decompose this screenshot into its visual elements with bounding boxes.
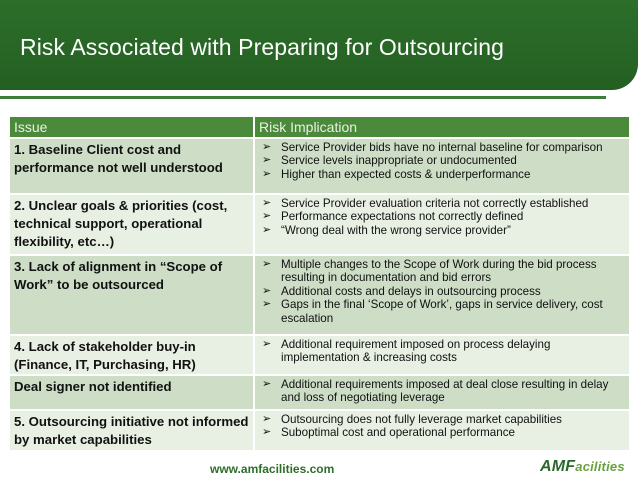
issue-cell: 2. Unclear goals & priorities (cost, technical support, operational flexibility, etc…) <box>10 194 254 255</box>
arrow-bullet-icon: ➢ <box>262 154 272 167</box>
risk-text: “Wrong deal with the wrong service provider” <box>281 223 511 237</box>
arrow-bullet-icon: ➢ <box>262 284 272 297</box>
risk-list <box>259 413 625 440</box>
arrow-bullet-icon: ➢ <box>262 141 272 153</box>
issue-cell: 3. Lack of alignment in “Scope of Work” to be outsourced <box>10 255 254 335</box>
risk-cell <box>254 138 630 194</box>
arrow-bullet-icon: ➢ <box>262 378 272 390</box>
table-row <box>10 138 630 194</box>
arrow-bullet-icon: ➢ <box>262 167 272 180</box>
arrow-bullet-icon: ➢ <box>262 413 272 425</box>
risk-text: Service levels inappropriate or undocumented <box>281 154 517 168</box>
risk-list <box>259 197 625 237</box>
risk-item <box>259 224 625 237</box>
arrow-bullet-icon: ➢ <box>262 223 272 236</box>
risk-text: Additional costs and delays in outsourcing process <box>281 284 541 298</box>
table-header-row <box>10 117 630 138</box>
risk-item <box>259 426 625 439</box>
arrow-bullet-icon: ➢ <box>262 426 272 439</box>
risk-item <box>259 378 625 405</box>
risk-cell <box>254 255 630 335</box>
logo-suffix-text: acilities <box>575 459 625 474</box>
risk-list <box>259 258 625 325</box>
risk-item <box>259 197 625 210</box>
risk-text: Suboptimal cost and operational performance <box>281 426 515 440</box>
footer-website-link[interactable]: www.amfacilities.com <box>210 462 335 476</box>
issue-cell: 5. Outsourcing initiative not informed by market capabilities <box>10 410 254 451</box>
risk-cell <box>254 194 630 255</box>
risk-item <box>259 298 625 325</box>
arrow-bullet-icon: ➢ <box>262 210 272 223</box>
risk-text: Outsourcing does not fully leverage market capabilities <box>281 413 562 426</box>
risk-text: Service Provider evaluation criteria not correctly established <box>281 197 589 210</box>
issue-cell: 4. Lack of stakeholder buy-in (Finance, IT, Purchasing, HR) <box>10 335 254 375</box>
table-row <box>10 335 630 375</box>
arrow-bullet-icon: ➢ <box>262 338 272 350</box>
arrow-bullet-icon: ➢ <box>262 298 272 311</box>
header-risk-implication: Risk Implication <box>254 117 630 138</box>
risk-list <box>259 141 625 181</box>
table-row <box>10 410 630 451</box>
risk-text: Performance expectations not correctly defined <box>281 210 524 224</box>
risk-item <box>259 338 625 365</box>
table-row <box>10 375 630 410</box>
risk-item <box>259 210 625 223</box>
risk-item <box>259 141 625 154</box>
title-divider <box>0 96 606 99</box>
title-bar <box>0 0 638 90</box>
table-row <box>10 194 630 255</box>
risk-text: Gaps in the final ‘Scope of Work’, gaps in service delivery, cost escalation <box>281 298 603 325</box>
header-issue: Issue <box>10 117 254 138</box>
risk-list <box>259 378 625 405</box>
risk-item <box>259 258 625 285</box>
risk-item <box>259 168 625 181</box>
issue-cell: 1. Baseline Client cost and performance not well understood <box>10 138 254 194</box>
risk-text: Multiple changes to the Scope of Work during the bid process resulting in documentation and bid errors <box>281 258 597 285</box>
risk-text: Additional requirements imposed at deal close resulting in delay and loss of negotiating leverage <box>281 378 609 405</box>
risk-text: Service Provider bids have no internal baseline for comparison <box>281 141 603 154</box>
risk-list <box>259 338 625 365</box>
table-row <box>10 255 630 335</box>
risk-text: Additional requirement imposed on process delaying implementation & increasing costs <box>281 338 551 365</box>
risk-cell <box>254 335 630 375</box>
risk-cell <box>254 410 630 451</box>
risk-table <box>10 117 631 452</box>
risk-text: Higher than expected costs & underperformance <box>281 167 531 181</box>
arrow-bullet-icon: ➢ <box>262 258 272 270</box>
arrow-bullet-icon: ➢ <box>262 197 272 209</box>
company-logo <box>540 458 625 476</box>
risk-cell <box>254 375 630 410</box>
risk-item <box>259 413 625 426</box>
slide-title: Risk Associated with Preparing for Outsourcing <box>20 34 504 60</box>
logo-main-text: AMF <box>540 458 576 475</box>
risk-item <box>259 154 625 167</box>
risk-item <box>259 285 625 298</box>
issue-cell: Deal signer not identified <box>10 375 254 410</box>
